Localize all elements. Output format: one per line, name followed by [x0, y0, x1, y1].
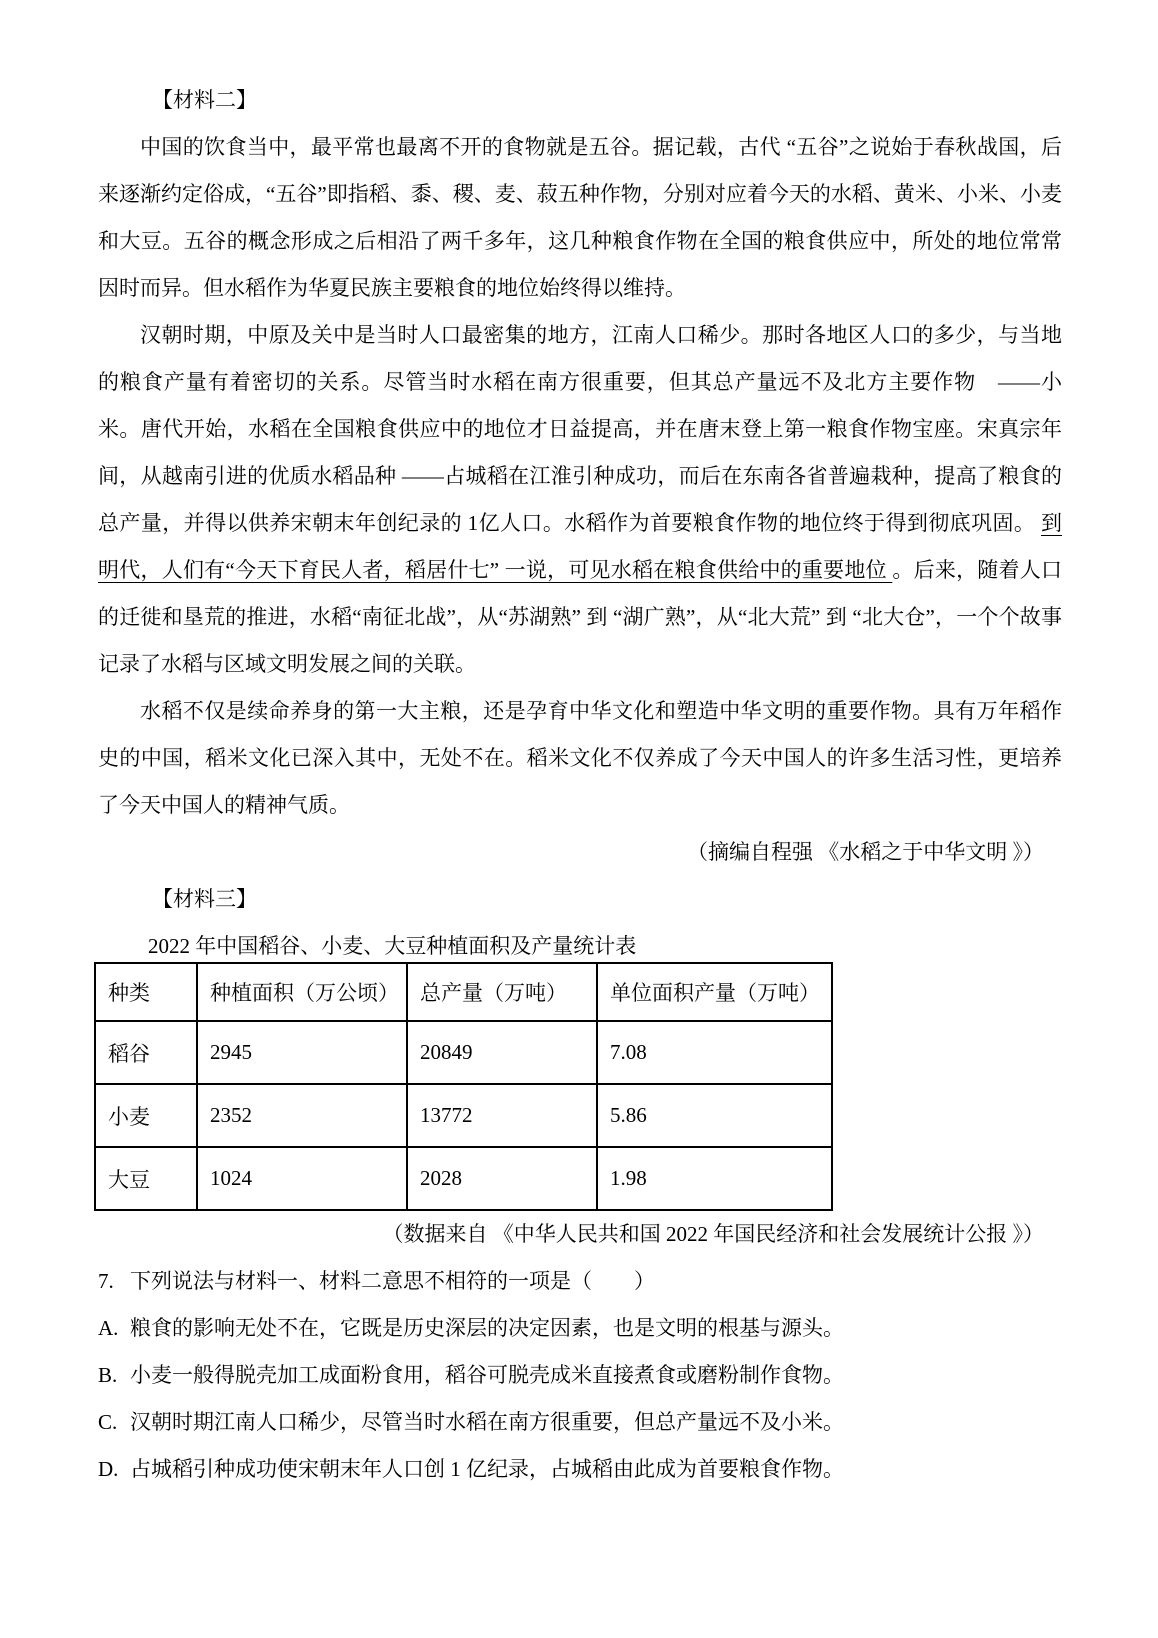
- column-header-area: 种植面积（万公顷）: [197, 963, 407, 1021]
- option-b-text: 小麦一般得脱壳加工成面粉食用，稻谷可脱壳成米直接煮食或磨粉制作食物。: [130, 1363, 844, 1387]
- table-cell: 1.98: [597, 1147, 832, 1210]
- material3-heading: 【材料三】: [152, 887, 257, 911]
- material2-source: （摘编自程强 《水稻之于中华文明 》）: [687, 840, 1044, 864]
- option-d-text: 占城稻引种成功使宋朝末年人口创 1 亿纪录，占城稻由此成为首要粮食作物。: [130, 1457, 844, 1481]
- material2-paragraph-2-lead: 汉朝时期，中原及关中是当时人口最密集的地方，江南人口稀少。那时各地区人口的多少，与当地的粮食产量有着密切的关系。尽管当时水稻在南方很重要，但其总产量远不及北方主要作物 ——小米。唐代开始，水稻在全国粮食供应中的地位才日益提高，并在唐末登上第一粮食作物宝座。宋真宗年间，从越南引进的优质水稻品种 ——占城稻在江淮引种成功，而后在东南各省普遍栽种，提高了粮食的总产量，并得以供养宋朝末年创纪录的 1亿人口。水稻作为首要粮食作物的地位终于得到彻底巩固。: [98, 323, 1062, 535]
- option-b-label: B.: [98, 1363, 118, 1387]
- table-source: （数据来自 《中华人民共和国 2022 年国民经济和社会发展统计公报 》）: [382, 1222, 1044, 1246]
- table-cell: 2945: [197, 1021, 407, 1084]
- table-header-row: [95, 963, 832, 1021]
- material2-paragraph-2: [98, 312, 1062, 688]
- table-row-soybean: [95, 1147, 832, 1210]
- option-b: [98, 1352, 1062, 1399]
- underlined-passage: 到明代，人们有“今天下育民人者，稻居什七” 一说，可见水稻在粮食供给中的重要地位: [98, 511, 1062, 582]
- material2-heading: 【材料二】: [152, 88, 257, 112]
- table-cell: 稻谷: [95, 1021, 197, 1084]
- table-cell: 20849: [407, 1021, 597, 1084]
- table-title: 2022 年中国稻谷、小麦、大豆种植面积及产量统计表: [148, 934, 637, 958]
- table-cell: 7.08: [597, 1021, 832, 1084]
- option-d-label: D.: [98, 1457, 119, 1481]
- option-a-text: 粮食的影响无处不在，它既是历史深层的决定因素，也是文明的根基与源头。: [130, 1316, 844, 1340]
- material2-paragraph-3: 水稻不仅是续命养身的第一大主粮，还是孕育中华文化和塑造中华文明的重要作物。具有万年稻作史的中国，稻米文化已深入其中，无处不在。稻米文化不仅养成了今天中国人的许多生活习性，更培养了今天中国人的精神气质。: [98, 699, 1062, 817]
- table-cell: 2352: [197, 1084, 407, 1147]
- material2-paragraph-1: 中国的饮食当中，最平常也最离不开的食物就是五谷。据记载，古代 “五谷”之说始于春秋战国，后来逐渐约定俗成，“五谷”即指稻、黍、稷、麦、菽五种作物，分别对应着今天的水稻、黄米、小米、小麦和大豆。五谷的概念形成之后相沿了两千多年，这几种粮食作物在全国的粮食供应中，所处的地位常常因时而异。但水稻作为华夏民族主要粮食的地位始终得以维持。: [98, 135, 1062, 300]
- question-7-stem: 下列说法与材料一、材料二意思不相符的一项是（ ）: [130, 1269, 655, 1293]
- table-cell: 大豆: [95, 1147, 197, 1210]
- question-7-number: 7.: [98, 1269, 114, 1293]
- option-a-label: A.: [98, 1316, 119, 1340]
- table-cell: 1024: [197, 1147, 407, 1210]
- option-a: [98, 1305, 1062, 1352]
- table-row-rice: [95, 1021, 832, 1084]
- column-header-type: 种类: [95, 963, 197, 1021]
- table-cell: 小麦: [95, 1084, 197, 1147]
- option-c: [98, 1399, 1062, 1446]
- table-cell: 5.86: [597, 1084, 832, 1147]
- option-c-text: 汉朝时期江南人口稀少，尽管当时水稻在南方很重要，但总产量远不及小米。: [130, 1410, 844, 1434]
- question-7: [98, 1258, 1062, 1305]
- column-header-unit-output: 单位面积产量（万吨）: [597, 963, 832, 1021]
- table-row-wheat: [95, 1084, 832, 1147]
- material2-paragraph-2-tail: 。后来，随着人口的迁徙和垦荒的推进，水稻“南征北战”，从“苏湖熟” 到 “湖广熟”，从“北大荒” 到 “北大仓”，一个个故事记录了水稻与区域文明发展之间的关联。: [98, 558, 1063, 676]
- crop-statistics-table: [94, 962, 833, 1211]
- column-header-total-output: 总产量（万吨）: [407, 963, 597, 1021]
- table-cell: 2028: [407, 1147, 597, 1210]
- option-d: [98, 1446, 1062, 1493]
- table-cell: 13772: [407, 1084, 597, 1147]
- option-c-label: C.: [98, 1410, 118, 1434]
